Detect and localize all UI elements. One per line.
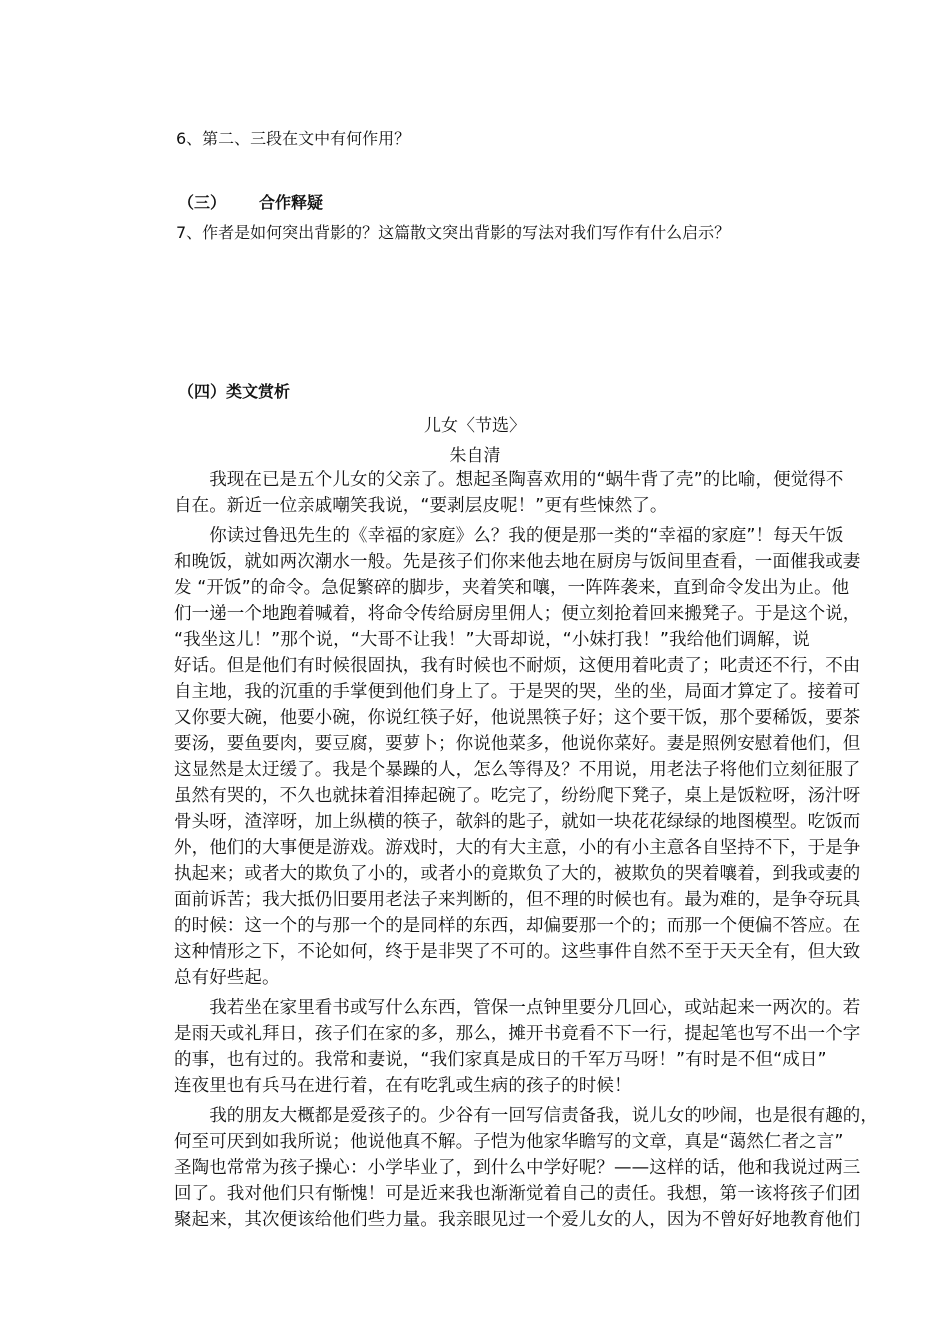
article-line: 这种情形之下，不论如何，终于是非哭了不可的。这些事件自然不至于天天全有，但大致 bbox=[174, 942, 861, 962]
article-line: 的事，也有过的。我常和妻说，“我们家真是成日的千军万马呀！”有时是不但“成日” bbox=[174, 1050, 827, 1070]
article-line: 我若坐在家里看书或写什么东西，管保一点钟里要分几回心，或站起来一两次的。若 bbox=[174, 998, 861, 1018]
article-line: 总有好些起。 bbox=[174, 968, 280, 988]
article-line: 要汤，要鱼要肉，要豆腐，要萝卜；你说他菜多，他说你菜好。妻是照例安慰着他们，但 bbox=[174, 734, 861, 754]
article-line: 自在。新近一位亲戚嘲笑我说，“要剥层皮呢！”更有些悚然了。 bbox=[174, 496, 668, 516]
article-line: 这显然是太迂缓了。我是个暴躁的人，怎么等得及？不用说，用老法子将他们立刻征服了 bbox=[174, 760, 861, 780]
article-line: “我坐这儿！”那个说，“大哥不让我！”大哥却说，“小妹打我！”我给他们调解，说 bbox=[174, 630, 810, 650]
article-line: 的时候：这一个的与那一个的是同样的东西，却偏要那一个的；而那一个便偏不答应。在 bbox=[174, 916, 861, 936]
article-line: 和晚饭，就如两次潮水一般。先是孩子们你来他去地在厨房与饭间里查看，一面催我或妻 bbox=[174, 552, 861, 572]
section-4-heading: （四）类文赏析 bbox=[178, 382, 291, 401]
article-line: 好话。但是他们有时候很固执，我有时候也不耐烦，这便用着叱责了；叱责还不行，不由 bbox=[174, 656, 861, 676]
question-7: 7、作者是如何突出背影的？这篇散文突出背影的写法对我们写作有什么启示？ bbox=[176, 223, 731, 242]
article-line: 我现在已是五个儿女的父亲了。想起圣陶喜欢用的“蜗牛背了壳”的比喻，便觉得不 bbox=[174, 470, 844, 490]
article-line: 何至可厌到如我所说；他说他真不解。子恺为他家华瞻写的文章，真是“蔼然仁者之言” bbox=[174, 1132, 844, 1152]
article-line: 骨头呀，渣滓呀，加上纵横的筷子，欹斜的匙子，就如一块花花绿绿的地图模型。吃饭而 bbox=[174, 812, 861, 832]
article-line: 执起来；或者大的欺负了小的，或者小的竟欺负了大的，被欺负的哭着嚷着，到我或妻的 bbox=[174, 864, 861, 884]
section-3-number: （三） bbox=[178, 193, 227, 212]
section-3-title: 合作释疑 bbox=[259, 193, 324, 212]
article-title: 儿女〈节选〉 bbox=[424, 416, 526, 436]
article-line: 连夜里也有兵马在进行着，在有吃乳或生病的孩子的时候！ bbox=[174, 1076, 632, 1096]
question-6: 6、第二、三段在文中有何作用？ bbox=[176, 129, 411, 148]
article-line: 是雨天或礼拜日，孩子们在家的多，那么，摊开书竟看不下一行，提起笔也写不出一个字 bbox=[174, 1024, 861, 1044]
article-line: 你读过鲁迅先生的《幸福的家庭》么？我的便是那一类的“幸福的家庭”！每天午饭 bbox=[174, 526, 844, 546]
article-line: 外，他们的大事便是游戏。游戏时，大的有大主意，小的有小主意各自坚持不下，于是争 bbox=[174, 838, 861, 858]
article-line: 聚起来，其次便该给他们些力量。我亲眼见过一个爱儿女的人，因为不曾好好地教育他们 bbox=[174, 1210, 861, 1230]
article-line: 回了。我对他们只有惭愧！可是近来我也渐渐觉着自己的责任。我想，第一该将孩子们团 bbox=[174, 1184, 861, 1204]
article-line: 又你要大碗，他要小碗，你说红筷子好，他说黑筷子好；这个要干饭，那个要稀饭，要茶 bbox=[174, 708, 861, 728]
article-line: 发 “开饭”的命令。急促繁碎的脚步，夹着笑和嚷，一阵阵袭来，直到命令发出为止。他 bbox=[174, 578, 850, 598]
article-author: 朱自清 bbox=[449, 446, 501, 466]
article-line: 我的朋友大概都是爱孩子的。少谷有一回写信责备我，说儿女的吵闹，也是很有趣的， bbox=[174, 1106, 878, 1126]
article-line: 面前诉苦；我大抵仍旧要用老法子来判断的，但不理的时候也有。最为难的，是争夺玩具 bbox=[174, 890, 861, 910]
article-line: 自主地，我的沉重的手掌便到他们身上了。于是哭的哭，坐的坐，局面才算定了。接着可 bbox=[174, 682, 861, 702]
article-line: 虽然有哭的，不久也就抹着泪捧起碗了。吃完了，纷纷爬下凳子，桌上是饭粒呀，汤汁呀 bbox=[174, 786, 861, 806]
article-line: 圣陶也常常为孩子操心：小学毕业了，到什么中学好呢？——这样的话，他和我说过两三 bbox=[174, 1158, 861, 1178]
article-line: 们一递一个地跑着喊着，将命令传给厨房里佣人；便立刻抢着回来搬凳子。于是这个说， bbox=[174, 604, 861, 624]
